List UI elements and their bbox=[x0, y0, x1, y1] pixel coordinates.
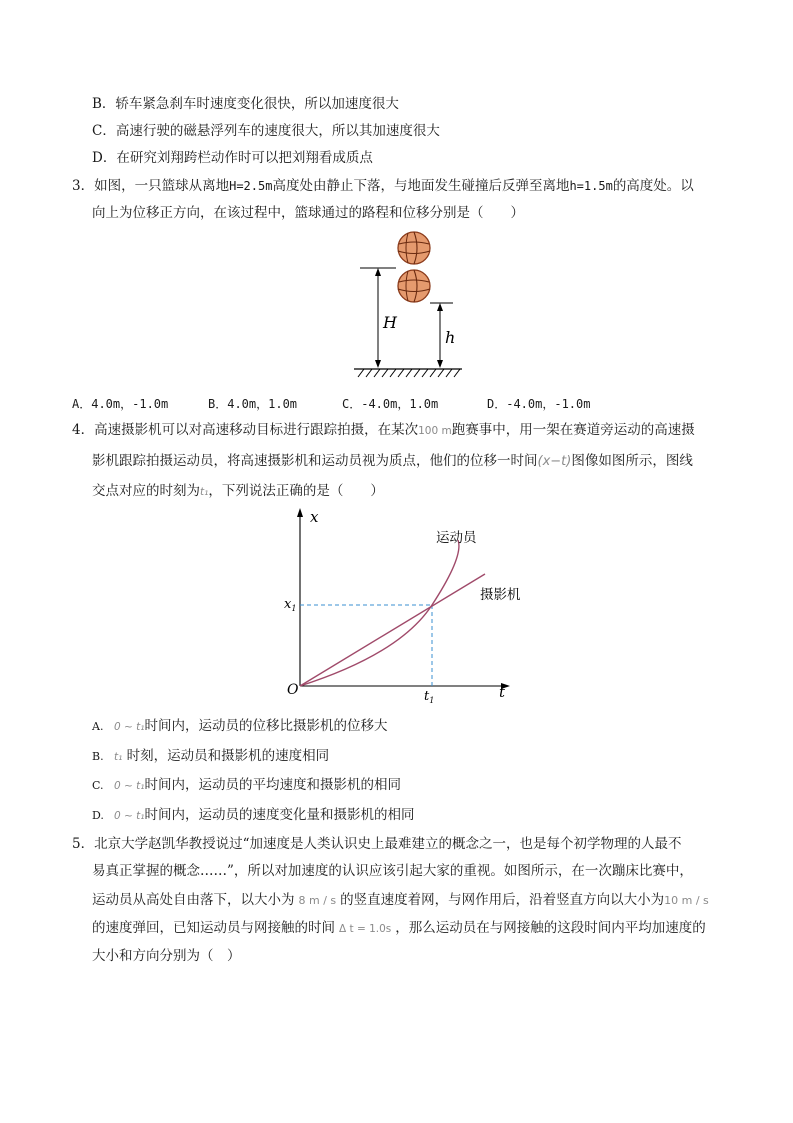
q3-stem-text-c: 的高度处。以 bbox=[612, 178, 694, 194]
q3-h-arrowhead-up bbox=[437, 303, 443, 311]
q4-option-d-text: 时间内，运动员的速度变化量和摄影机的相同 bbox=[144, 807, 415, 823]
q3-option-c[interactable]: C．-4.0m，1.0m bbox=[342, 397, 439, 411]
basketball-bottom-icon bbox=[398, 270, 430, 302]
q5-stem-text-c: 的速度弹回，已知运动员与网接触的时间 bbox=[92, 920, 335, 936]
q4-option-b-letter: B. bbox=[92, 750, 104, 763]
q2-option-d[interactable]: D．在研究刘翔跨栏动作时可以把刘翔看成质点 bbox=[92, 150, 373, 166]
q5-stem-text-d: ，那么运动员在与网接触的这段时间内平均加速度的 bbox=[395, 920, 706, 936]
q3-H-arrowhead-up bbox=[375, 268, 381, 276]
ground-hatch bbox=[358, 369, 460, 377]
q3-option-d[interactable]: D．-4.0m，-1.0m bbox=[487, 397, 591, 411]
q4-option-b-text: 时刻，运动员和摄影机的速度相同 bbox=[122, 748, 330, 764]
q3-fig-label-h: h bbox=[445, 328, 456, 347]
q3-h-arrowhead-down bbox=[437, 360, 443, 368]
q3-height-H: H=2.5m bbox=[229, 179, 273, 193]
q3-option-b[interactable]: B．4.0m，1.0m bbox=[208, 397, 298, 411]
q4-option-a-text: 时间内，运动员的位移比摄影机的位移大 bbox=[144, 718, 388, 734]
q4-option-b-range: t₁ bbox=[114, 751, 123, 763]
q5-stem-text-a: 运动员从高处自由落下，以大小为 bbox=[92, 892, 295, 908]
q4-stem-text-f: ，下列说法正确的是（ ） bbox=[208, 483, 384, 499]
q3-stem-line2: 向上为位移正方向，在该过程中，篮球通过的路程和位移分别是（ ） bbox=[92, 205, 524, 221]
q4-stem-text-d: 图像如图所示，图线 bbox=[571, 453, 693, 469]
q2-option-b[interactable]: B．轿车紧急刹车时速度变化很快，所以加速度很大 bbox=[92, 96, 399, 112]
q3-height-h: h=1.5m bbox=[569, 179, 613, 193]
q3-stem-line1 bbox=[72, 176, 694, 196]
q4-option-a[interactable] bbox=[92, 716, 387, 737]
q4-option-d-letter: D. bbox=[92, 809, 104, 822]
x1-label bbox=[284, 597, 296, 613]
q4-stem-text-c: 影机跟踪拍摄运动员，将高速摄影机和运动员视为质点，他们的位移一时间 bbox=[92, 453, 538, 469]
q4-option-c-letter: C. bbox=[92, 779, 104, 792]
q5-contact-time: Δ t = 1.0s bbox=[339, 923, 392, 935]
athlete-curve bbox=[300, 540, 459, 686]
origin-label: O bbox=[287, 682, 299, 698]
q5-stem-line1: 5．北京大学赵凯华教授说过“加速度是人类认识史上最难建立的概念之一，也是每个初学物理的人最不 bbox=[72, 836, 682, 852]
q4-option-d-range: 0 ~ t₁ bbox=[114, 810, 145, 822]
q5-stem-line3 bbox=[92, 890, 709, 911]
q4-option-b[interactable] bbox=[92, 746, 329, 767]
q5-stem-line5: 大小和方向分别为（ ） bbox=[92, 948, 241, 964]
camera-line bbox=[300, 574, 485, 686]
q4-xt-notation: (x−t) bbox=[537, 454, 572, 469]
q5-stem-text-b: 的竖直速度着网，与网作用后，沿着竖直方向以大小为 bbox=[340, 892, 665, 908]
q4-option-a-range: 0 ~ t₁ bbox=[114, 721, 145, 733]
x-axis-label: t bbox=[499, 683, 506, 701]
q3-stem-text-a: 3．如图，一只篮球从离地 bbox=[72, 178, 230, 194]
q4-t1-notation: t₁ bbox=[200, 486, 209, 498]
q5-speed-landing: 8 m / s bbox=[298, 894, 337, 907]
q4-stem-line1 bbox=[72, 420, 695, 441]
athlete-label: 运动员 bbox=[436, 530, 477, 546]
q3-figure bbox=[350, 228, 470, 380]
q2-option-c[interactable]: C．高速行驶的磁悬浮列车的速度很大，所以其加速度很大 bbox=[92, 123, 440, 139]
q4-option-c-range: 0 ~ t₁ bbox=[114, 780, 145, 792]
q4-stem-text-e: 交点对应的时刻为 bbox=[92, 483, 200, 499]
q4-xt-graph bbox=[280, 504, 520, 706]
q4-option-c-text: 时间内，运动员的平均速度和摄影机的相同 bbox=[144, 777, 401, 793]
q3-stem-text-b: 高度处由静止下落，与地面发生碰撞后反弹至离地 bbox=[272, 178, 570, 194]
q4-stem-line2 bbox=[92, 451, 693, 472]
t1-label-sub: 1 bbox=[429, 696, 435, 705]
q3-option-a[interactable]: A．4.0m，-1.0m bbox=[72, 397, 169, 411]
camera-label: 摄影机 bbox=[480, 587, 520, 603]
x1-label-main: x bbox=[284, 597, 292, 612]
q5-stem-line2: 易真正掌握的概念……”，所以对加速度的认识应该引起大家的重视。如图所示，在一次蹦床比赛中， bbox=[92, 863, 693, 879]
q4-stem-text-a: 4．高速摄影机可以对高速移动目标进行跟踪拍摄，在某次 bbox=[72, 422, 419, 438]
q4-distance: 100 m bbox=[418, 425, 452, 437]
y-axis-arrowhead bbox=[297, 508, 303, 517]
t1-label-main: t bbox=[424, 689, 430, 704]
q4-stem-line3 bbox=[92, 481, 384, 502]
q4-stem-text-b: 跑赛事中，用一架在赛道旁运动的高速摄 bbox=[451, 422, 695, 438]
q4-option-c[interactable] bbox=[92, 775, 401, 796]
q5-speed-rebound: 10 m / s bbox=[664, 894, 709, 907]
q5-stem-line4 bbox=[92, 918, 706, 939]
y-axis-label: x bbox=[310, 508, 319, 526]
q3-fig-label-H: H bbox=[383, 313, 397, 332]
q3-H-arrowhead-down bbox=[375, 360, 381, 368]
t1-label bbox=[424, 689, 434, 705]
q4-option-a-letter: A. bbox=[92, 720, 104, 733]
q4-option-d[interactable] bbox=[92, 805, 414, 826]
x1-label-sub: 1 bbox=[291, 604, 297, 613]
basketball-top-icon bbox=[398, 232, 430, 264]
